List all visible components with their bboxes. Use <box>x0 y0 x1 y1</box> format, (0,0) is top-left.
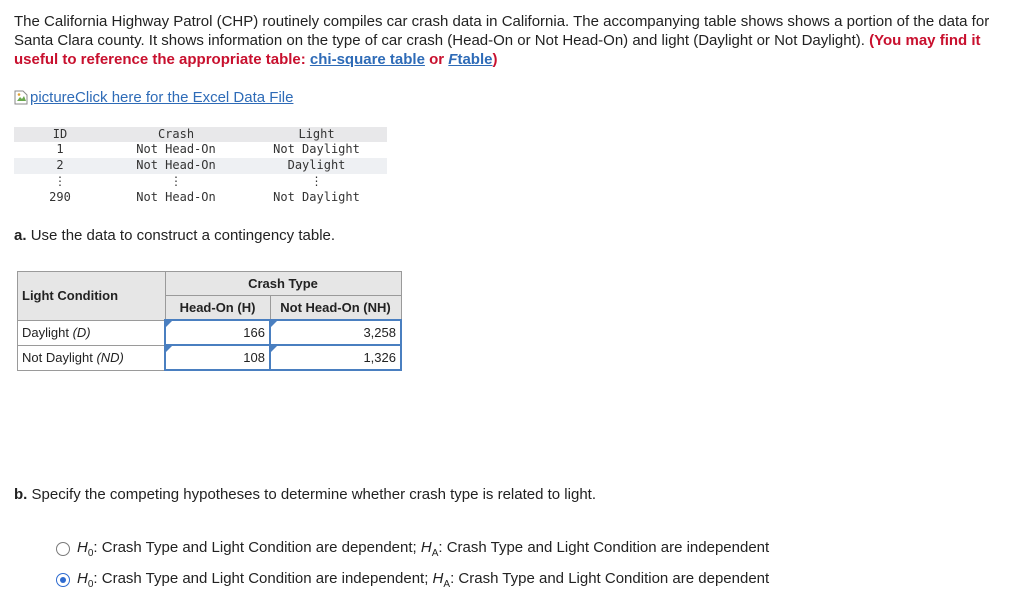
daylight-head-on-input[interactable]: 166 <box>165 320 270 345</box>
not-daylight-label: Not Daylight (ND) <box>18 345 166 370</box>
raw-data-table <box>14 127 387 206</box>
hypothesis-option-2[interactable]: $H_0$: Crash Type and Light Condition are independent; $H_A$: Crash Type and Light Condition are dependent <box>56 570 769 590</box>
intro-text: The California Highway Patrol (CHP) routinely compiles car crash data in California. The accompanying table shows shows a portion of the data for Santa Clara county. It shows information on the type of car crash (Head-On or Not Head-On) and light (Daylight or Not Daylight). <box>14 13 990 49</box>
row-header: Light Condition <box>18 272 166 321</box>
problem-intro <box>14 12 1014 69</box>
image-alt-text: picture <box>30 89 76 106</box>
f-table-link[interactable]: Ftable <box>448 51 493 68</box>
reference-note: (You may find it useful to reference the appropriate table: chi-square table or Ftable) <box>14 32 981 68</box>
table-row: 290 Not Head-On Not Daylight <box>49 190 360 204</box>
table-row <box>18 320 402 345</box>
chi-square-table-link[interactable]: chi-square table <box>309 51 425 68</box>
not-daylight-head-on-input[interactable]: 108 <box>165 345 270 370</box>
part-a-question: a. Use the data to construct a contingency table. <box>14 227 336 244</box>
hypothesis-option-1[interactable]: $H_0$: Crash Type and Light Condition are dependent; $H_A$: Crash Type and Light Condition are independent <box>56 539 769 559</box>
table-row <box>18 345 402 370</box>
table-row: 2 Not Head-On Daylight <box>14 158 387 174</box>
contingency-table <box>17 271 402 371</box>
radio-button[interactable] <box>56 542 70 556</box>
broken-image-icon <box>14 90 28 105</box>
radio-button-selected[interactable] <box>56 573 70 587</box>
head-on-header: Head-On (H) <box>165 296 270 321</box>
raw-table-header: ID Crash Light <box>14 127 387 142</box>
daylight-not-head-on-input[interactable]: 3,258 <box>270 320 401 345</box>
daylight-label: Daylight (D) <box>18 320 166 345</box>
table-row: ⋮ ⋮ ⋮ <box>54 174 323 188</box>
not-head-on-header: Not Head-On (NH) <box>270 296 401 321</box>
column-group-header: Crash Type <box>165 272 401 296</box>
table-row: 1 Not Head-On Not Daylight <box>56 142 360 156</box>
excel-data-link[interactable] <box>14 89 293 106</box>
part-b-question: b. Specify the competing hypotheses to determine whether crash type is related to light. <box>14 486 596 503</box>
not-daylight-not-head-on-input[interactable]: 1,326 <box>270 345 401 370</box>
excel-link-label: Click here for the Excel Data File <box>75 89 294 106</box>
